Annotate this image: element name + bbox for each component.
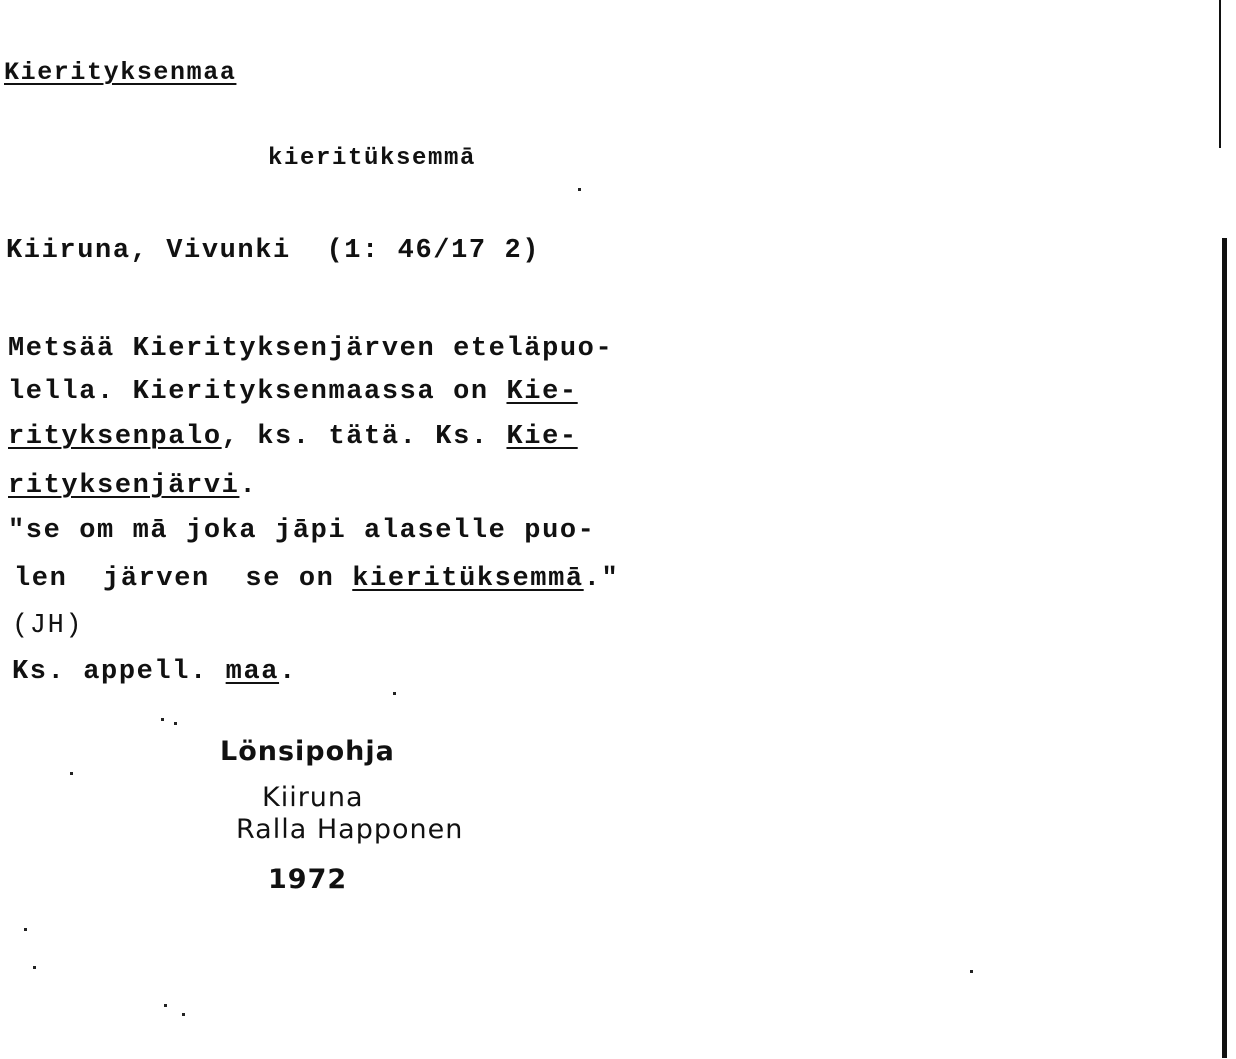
- card-right-edge: [1222, 238, 1227, 1058]
- link-rityksenpalo[interactable]: rityksenpalo: [8, 422, 222, 452]
- card-right-edge-top: [1219, 0, 1221, 148]
- scan-speck: [33, 966, 36, 969]
- link-maa[interactable]: maa: [225, 657, 280, 687]
- body-line-7: (JH): [12, 611, 84, 641]
- card-heading: Kierityksenmaa: [4, 58, 237, 87]
- link-kie-2[interactable]: Kie-: [506, 422, 578, 452]
- body-line-6-text: len järven se on: [14, 564, 353, 594]
- scan-speck: [182, 1013, 185, 1016]
- body-line-1: Metsää Kierityksenjärven eteläpuo-: [8, 334, 614, 364]
- body-line-5: "se om mā joka jāpi alaselle puo-: [8, 516, 596, 546]
- body-line-4-text: .: [239, 471, 258, 501]
- body-line-2: [8, 379, 578, 406]
- scan-speck: [970, 970, 973, 973]
- scan-speck: [164, 1004, 167, 1007]
- link-kieritueksemma[interactable]: kieritüksemmā: [352, 564, 584, 594]
- scan-speck: [161, 718, 164, 721]
- body-line-8-suffix: .: [279, 657, 297, 687]
- scan-speck: [578, 188, 581, 191]
- body-line-3: [8, 424, 578, 451]
- body-line-8: [12, 659, 297, 686]
- body-line-3-text: , ks. tätä. Ks.: [221, 422, 507, 452]
- stamp-municipality: Kiiruna: [262, 782, 364, 813]
- scan-speck: [70, 772, 73, 775]
- body-line-4: [8, 473, 257, 500]
- stamp-year: 1972: [268, 864, 348, 895]
- location-line: Kiiruna, Vivunki (1: 46/17 2): [6, 236, 541, 266]
- link-kie[interactable]: Kie-: [506, 377, 578, 407]
- body-line-6: [14, 566, 619, 593]
- body-line-6-suffix: .": [583, 564, 620, 594]
- body-line-8-text: Ks. appell.: [12, 657, 226, 687]
- scan-speck: [174, 722, 177, 725]
- scan-speck: [393, 692, 396, 695]
- body-line-2-text: lella. Kierityksenmaassa on: [8, 377, 507, 407]
- link-rityksenjarvi[interactable]: rityksenjärvi: [8, 471, 240, 501]
- scan-speck: [24, 928, 27, 931]
- dialect-form: kieritüksemmā: [268, 145, 477, 172]
- stamp-collector: Ralla Happonen: [236, 814, 464, 845]
- stamp-region: Lönsipohja: [220, 736, 395, 767]
